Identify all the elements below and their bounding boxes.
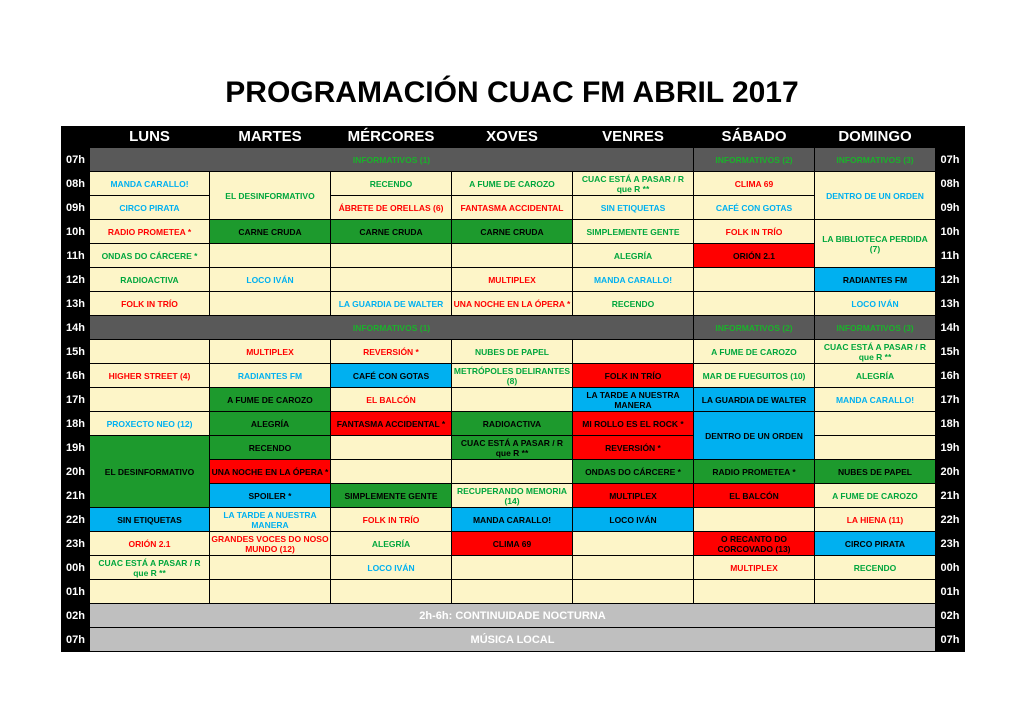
hour-label: 07h <box>62 148 90 172</box>
table-row <box>62 316 965 340</box>
day-header: LUNS <box>90 127 210 148</box>
program-cell: A FUME DE CAROZO <box>815 484 936 508</box>
program-cell: INFORMATIVOS (1) <box>90 148 694 172</box>
empty-cell <box>452 556 573 580</box>
program-cell: INFORMATIVOS (2) <box>694 316 815 340</box>
day-header: MÉRCORES <box>331 127 452 148</box>
corner-cell <box>62 127 90 148</box>
program-cell: INFORMATIVOS (3) <box>815 148 936 172</box>
program-cell: RECENDO <box>573 292 694 316</box>
table-row <box>62 436 965 460</box>
program-cell: EL DESINFORMATIVO <box>90 436 210 508</box>
empty-cell <box>694 268 815 292</box>
hour-label: 19h <box>62 436 90 460</box>
program-cell: CUAC ESTÁ A PASAR / R que R ** <box>90 556 210 580</box>
program-cell: LA BIBLIOTECA PERDIDA (7) <box>815 220 936 268</box>
hour-label: 07h <box>936 148 965 172</box>
empty-cell <box>815 580 936 604</box>
program-cell: SPOILER * <box>210 484 331 508</box>
hour-label: 14h <box>62 316 90 340</box>
table-row <box>62 388 965 412</box>
empty-cell <box>815 436 936 460</box>
hour-label: 20h <box>62 460 90 484</box>
hour-label: 00h <box>936 556 965 580</box>
table-row <box>62 292 965 316</box>
program-cell: PROXECTO NEO (12) <box>90 412 210 436</box>
empty-cell <box>331 460 452 484</box>
program-cell: CIRCO PIRATA <box>815 532 936 556</box>
program-cell: INFORMATIVOS (1) <box>90 316 694 340</box>
program-cell: EL DESINFORMATIVO <box>210 172 331 220</box>
hour-label: 23h <box>62 532 90 556</box>
program-cell: ONDAS DO CÁRCERE * <box>90 244 210 268</box>
program-cell: LA TARDE A NUESTRA MANERA <box>573 388 694 412</box>
program-cell: FANTASMA ACCIDENTAL <box>452 196 573 220</box>
program-cell: ORIÓN 2.1 <box>90 532 210 556</box>
hour-label: 07h <box>62 628 90 652</box>
program-cell: O RECANTO DO CORCOVADO (13) <box>694 532 815 556</box>
table-row <box>62 580 965 604</box>
program-cell: MULTIPLEX <box>452 268 573 292</box>
program-cell: MULTIPLEX <box>573 484 694 508</box>
hour-label: 08h <box>936 172 965 196</box>
hour-label: 11h <box>62 244 90 268</box>
empty-cell <box>573 556 694 580</box>
table-row <box>62 340 965 364</box>
program-cell: CLIMA 69 <box>694 172 815 196</box>
program-cell: LOCO IVÁN <box>210 268 331 292</box>
program-cell: NUBES DE PAPEL <box>452 340 573 364</box>
hour-label: 09h <box>936 196 965 220</box>
program-cell: ORIÓN 2.1 <box>694 244 815 268</box>
hour-label: 10h <box>936 220 965 244</box>
empty-cell <box>90 340 210 364</box>
table-row <box>62 412 965 436</box>
program-cell: METRÓPOLES DELIRANTES (8) <box>452 364 573 388</box>
empty-cell <box>452 388 573 412</box>
program-cell: SIMPLEMENTE GENTE <box>331 484 452 508</box>
program-cell: CUAC ESTÁ A PASAR / R que R ** <box>452 436 573 460</box>
empty-cell <box>331 580 452 604</box>
empty-cell <box>331 268 452 292</box>
program-cell: LOCO IVÁN <box>573 508 694 532</box>
program-cell: MANDA CARALLO! <box>452 508 573 532</box>
program-cell: REVERSIÓN * <box>331 340 452 364</box>
hour-label: 16h <box>62 364 90 388</box>
hour-label: 11h <box>936 244 965 268</box>
program-cell: FANTASMA ACCIDENTAL * <box>331 412 452 436</box>
program-cell: MANDA CARALLO! <box>815 388 936 412</box>
page-title: PROGRAMACIÓN CUAC FM ABRIL 2017 <box>225 76 799 109</box>
hour-label: 10h <box>62 220 90 244</box>
program-cell: 2h-6h: CONTINUIDADE NOCTURNA <box>90 604 936 628</box>
hour-label: 15h <box>936 340 965 364</box>
hour-label: 22h <box>62 508 90 532</box>
program-cell: NUBES DE PAPEL <box>815 460 936 484</box>
table-row <box>62 148 965 172</box>
schedule-table <box>61 126 965 652</box>
program-cell: MANDA CARALLO! <box>90 172 210 196</box>
empty-cell <box>210 292 331 316</box>
program-cell: RADIO PROMETEA * <box>694 460 815 484</box>
corner-cell <box>936 127 965 148</box>
program-cell: LA TARDE A NUESTRA MANERA <box>210 508 331 532</box>
program-cell: ONDAS DO CÁRCERE * <box>573 460 694 484</box>
empty-cell <box>452 244 573 268</box>
hour-label: 18h <box>936 412 965 436</box>
hour-label: 19h <box>936 436 965 460</box>
table-row <box>62 172 965 196</box>
program-cell: LOCO IVÁN <box>815 292 936 316</box>
program-cell: GRANDES VOCES DO NOSO MUNDO (12) <box>211 533 329 554</box>
program-cell: RADIO PROMETEA * <box>90 220 210 244</box>
empty-cell <box>573 340 694 364</box>
program-cell: MI ROLLO ES EL ROCK * <box>573 412 694 436</box>
empty-cell <box>694 580 815 604</box>
program-cell: FOLK IN TRÍO <box>331 508 452 532</box>
table-row <box>62 628 965 652</box>
empty-cell <box>90 580 210 604</box>
table-row <box>62 220 965 244</box>
program-cell: ALEGRÍA <box>815 364 936 388</box>
hour-label: 02h <box>936 604 965 628</box>
program-cell: INFORMATIVOS (2) <box>694 148 815 172</box>
program-cell: FOLK IN TRÍO <box>694 220 815 244</box>
program-cell: MANDA CARALLO! <box>573 268 694 292</box>
program-cell: LOCO IVÁN <box>331 556 452 580</box>
hour-label: 23h <box>936 532 965 556</box>
program-cell: SIMPLEMENTE GENTE <box>573 220 694 244</box>
program-cell: RADIANTES FM <box>815 268 936 292</box>
table-row <box>62 604 965 628</box>
program-cell: RECENDO <box>815 556 936 580</box>
day-header: XOVES <box>452 127 573 148</box>
program-cell: UNA NOCHE EN LA ÓPERA * <box>210 460 331 484</box>
program-cell: REVERSIÓN * <box>573 436 694 460</box>
program-cell: ALEGRÍA <box>210 412 331 436</box>
hour-label: 20h <box>936 460 965 484</box>
hour-label: 15h <box>62 340 90 364</box>
program-cell: RADIOACTIVA <box>452 412 573 436</box>
program-cell: FOLK IN TRÍO <box>573 364 694 388</box>
program-cell: MAR DE FUEGUITOS (10) <box>694 364 815 388</box>
program-cell: LA HIENA (11) <box>815 508 936 532</box>
hour-label: 13h <box>936 292 965 316</box>
empty-cell <box>210 580 331 604</box>
program-cell: A FUME DE CAROZO <box>452 172 573 196</box>
empty-cell <box>210 556 331 580</box>
program-cell: CLIMA 69 <box>452 532 573 556</box>
table-row <box>62 364 965 388</box>
program-cell: UNA NOCHE EN LA ÓPERA * <box>452 292 573 316</box>
program-cell: HIGHER STREET (4) <box>90 364 210 388</box>
program-cell: LA GUARDIA DE WALTER <box>694 388 815 412</box>
program-cell: INFORMATIVOS (3) <box>815 316 936 340</box>
program-cell: DENTRO DE UN ORDEN <box>694 412 815 460</box>
hour-label: 07h <box>936 628 965 652</box>
empty-cell <box>573 532 694 556</box>
hour-label: 21h <box>936 484 965 508</box>
table-row <box>62 532 965 556</box>
program-cell: CAFÉ CON GOTAS <box>694 196 815 220</box>
hour-label: 01h <box>62 580 90 604</box>
hour-label: 02h <box>62 604 90 628</box>
empty-cell <box>331 436 452 460</box>
hour-label: 13h <box>62 292 90 316</box>
empty-cell <box>452 460 573 484</box>
day-header: VENRES <box>573 127 694 148</box>
program-cell: MULTIPLEX <box>210 340 331 364</box>
empty-cell <box>694 292 815 316</box>
program-cell: SIN ETIQUETAS <box>90 508 210 532</box>
hour-label: 17h <box>936 388 965 412</box>
program-cell: CAFÉ CON GOTAS <box>331 364 452 388</box>
program-cell: ALEGRÍA <box>573 244 694 268</box>
hour-label: 17h <box>62 388 90 412</box>
hour-label: 12h <box>936 268 965 292</box>
program-cell: RECUPERANDO MEMORIA (14) <box>452 484 573 508</box>
program-cell: DENTRO DE UN ORDEN <box>815 172 936 220</box>
program-cell: RADIANTES FM <box>210 364 331 388</box>
empty-cell <box>210 244 331 268</box>
hour-label: 14h <box>936 316 965 340</box>
program-cell: CARNE CRUDA <box>331 220 452 244</box>
empty-cell <box>90 388 210 412</box>
hour-label: 16h <box>936 364 965 388</box>
hour-label: 01h <box>936 580 965 604</box>
hour-label: 00h <box>62 556 90 580</box>
program-cell: FOLK IN TRÍO <box>90 292 210 316</box>
program-cell: A FUME DE CAROZO <box>210 388 331 412</box>
program-cell: A FUME DE CAROZO <box>694 340 815 364</box>
empty-cell <box>573 580 694 604</box>
hour-label: 21h <box>62 484 90 508</box>
table-row <box>62 508 965 532</box>
hour-label: 22h <box>936 508 965 532</box>
program-cell: CUAC ESTÁ A PASAR / R que R ** <box>573 172 694 196</box>
program-cell: RADIOACTIVA <box>90 268 210 292</box>
program-cell: EL BALCÓN <box>694 484 815 508</box>
hour-label: 08h <box>62 172 90 196</box>
program-cell: MÚSICA LOCAL <box>90 628 936 652</box>
empty-cell <box>331 244 452 268</box>
program-cell: RECENDO <box>331 172 452 196</box>
empty-cell <box>452 580 573 604</box>
empty-cell <box>694 508 815 532</box>
header-row <box>62 127 965 148</box>
day-header: SÁBADO <box>694 127 815 148</box>
program-cell: ALEGRÍA <box>331 532 452 556</box>
table-row <box>62 556 965 580</box>
program-cell: SIN ETIQUETAS <box>573 196 694 220</box>
program-cell: CIRCO PIRATA <box>90 196 210 220</box>
program-cell: CARNE CRUDA <box>210 220 331 244</box>
program-cell: LA GUARDIA DE WALTER <box>331 292 452 316</box>
empty-cell <box>815 412 936 436</box>
program-cell: ÁBRETE DE ORELLAS (6) <box>331 196 452 220</box>
program-cell: CARNE CRUDA <box>452 220 573 244</box>
hour-label: 12h <box>62 268 90 292</box>
day-header: DOMINGO <box>815 127 936 148</box>
hour-label: 18h <box>62 412 90 436</box>
program-cell: RECENDO <box>210 436 331 460</box>
day-header: MARTES <box>210 127 331 148</box>
program-cell: CUAC ESTÁ A PASAR / R que R ** <box>815 340 936 364</box>
table-row <box>62 268 965 292</box>
program-cell: MULTIPLEX <box>694 556 815 580</box>
hour-label: 09h <box>62 196 90 220</box>
program-cell: EL BALCÓN <box>331 388 452 412</box>
